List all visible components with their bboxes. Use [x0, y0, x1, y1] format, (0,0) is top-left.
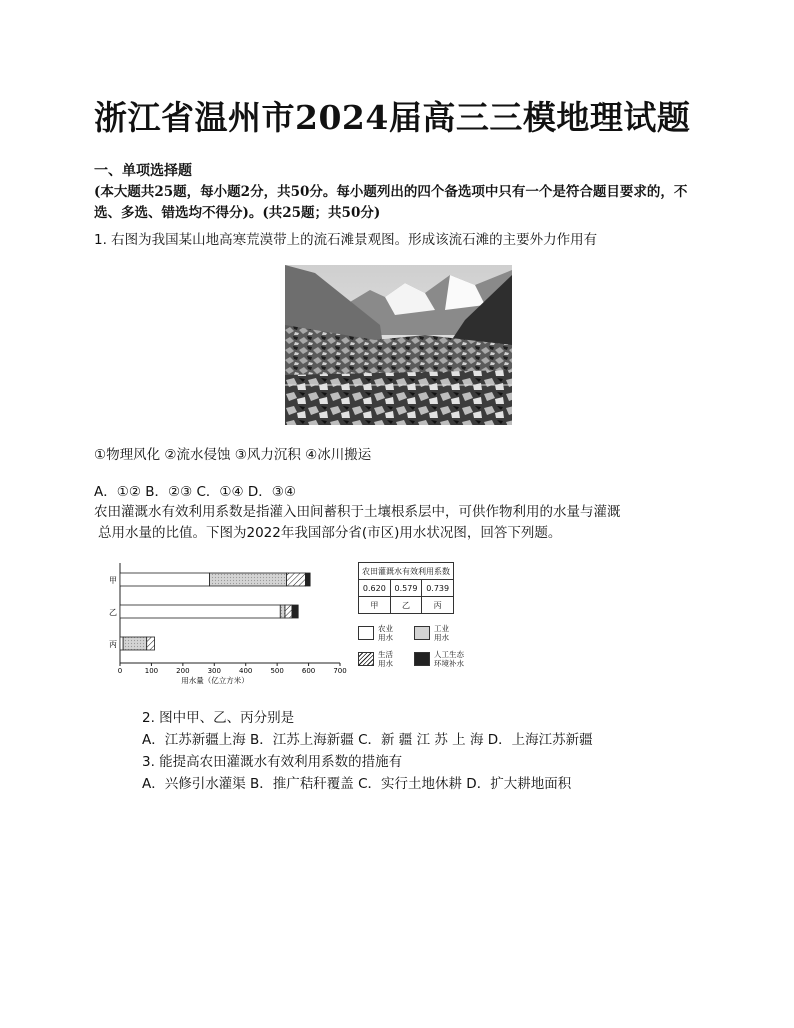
bar-ind-0: [210, 573, 287, 586]
x-tick-label: 500: [270, 667, 284, 675]
legend-label: 工业: [434, 624, 449, 633]
table-value-jia: 0.620: [359, 580, 391, 597]
bar-ind-1: [280, 605, 285, 618]
chart-legend: [358, 620, 488, 680]
q3-options: A．兴修引水灌渠 B．推广秸秆覆盖 C．实行土地休耕 D．扩大耕地面积: [142, 776, 572, 792]
category-label: 丙: [109, 640, 117, 649]
legend-label: 环境补水: [434, 659, 464, 668]
x-tick-label: 400: [239, 667, 253, 675]
q2-options: A．江苏新疆上海 B．江苏上海新疆 C．新 疆 江 苏 上 海 D．上海江苏新疆: [142, 732, 593, 748]
legend-label: 农业: [378, 624, 393, 633]
section-instructions: (本大题共25题，每小题2分，共50分。每小题列出的四个备选项中只有一个是符合题目要求的，不选、多选、错选均不得分)。(共25题；共50分): [94, 184, 688, 221]
bar-agri-0: [120, 573, 210, 586]
bar-life-0: [287, 573, 306, 586]
passage-line-2: 总用水量的比值。下图为2022年我国部分省(市区)用水状况图，回答下列题。: [98, 525, 562, 541]
q3-stem: 3. 能提高农田灌溉水有效利用系数的措施有: [142, 754, 403, 770]
table-header: 农田灌溉水有效利用系数: [359, 563, 454, 580]
water-use-chart: [100, 558, 360, 688]
legend-label: 用水: [378, 659, 393, 668]
table-value-yi: 0.579: [390, 580, 422, 597]
legend-item-eco: [414, 650, 464, 668]
category-label: 乙: [109, 608, 117, 617]
table-label-yi: 乙: [390, 597, 422, 614]
page-title: 浙江省温州市2024届高三三模地理试题: [94, 98, 691, 137]
legend-label: 人工生态: [434, 650, 464, 659]
legend-swatch-agri: [358, 626, 374, 640]
table-value-bing: 0.739: [422, 580, 454, 597]
x-tick-label: 700: [333, 667, 347, 675]
legend-swatch-eco: [414, 652, 430, 666]
table-label-bing: 丙: [422, 597, 454, 614]
x-axis-label: 用水量（亿立方米）: [181, 676, 249, 685]
section-heading: 一、单项选择题: [94, 163, 192, 179]
bar-agri-1: [120, 605, 280, 618]
x-tick-label: 100: [144, 667, 159, 675]
scree-slope-photo: [285, 265, 512, 425]
x-tick-label: 600: [301, 667, 316, 675]
x-tick-label: 0: [117, 667, 123, 675]
legend-item-life: [358, 650, 393, 668]
q1-options: A．①② B．②③ C．①④ D．③④: [94, 484, 297, 500]
bar-life-2: [147, 637, 155, 650]
category-label: 甲: [109, 576, 117, 585]
legend-label: 生活: [378, 650, 393, 659]
q1-items: ①物理风化 ②流水侵蚀 ③风力沉积 ④冰川搬运: [94, 447, 372, 463]
x-tick-label: 200: [176, 667, 190, 675]
table-label-jia: 甲: [359, 597, 391, 614]
legend-label: 用水: [378, 633, 393, 642]
legend-item-agri: [358, 624, 393, 642]
legend-label: 用水: [434, 633, 449, 642]
legend-item-ind: [414, 624, 449, 642]
legend-swatch-life: [358, 652, 374, 666]
bar-eco-1: [292, 605, 298, 618]
legend-swatch-ind: [414, 626, 430, 640]
q1-stem: 1. 右图为我国某山地高寒荒漠带上的流石滩景观图。形成该流石滩的主要外力作用有: [94, 232, 598, 248]
bar-ind-2: [123, 637, 147, 650]
bar-life-1: [285, 605, 292, 618]
x-tick-label: 300: [207, 667, 221, 675]
bar-eco-0: [305, 573, 310, 586]
q2-stem: 2. 图中甲、乙、丙分别是: [142, 710, 295, 726]
coefficient-table: [358, 562, 454, 614]
bar-agri-2: [120, 637, 123, 650]
passage-line-1: 农田灌溉水有效利用系数是指灌入田间蓄积于土壤根系层中，可供作物利用的水量与灌溉: [94, 504, 621, 520]
